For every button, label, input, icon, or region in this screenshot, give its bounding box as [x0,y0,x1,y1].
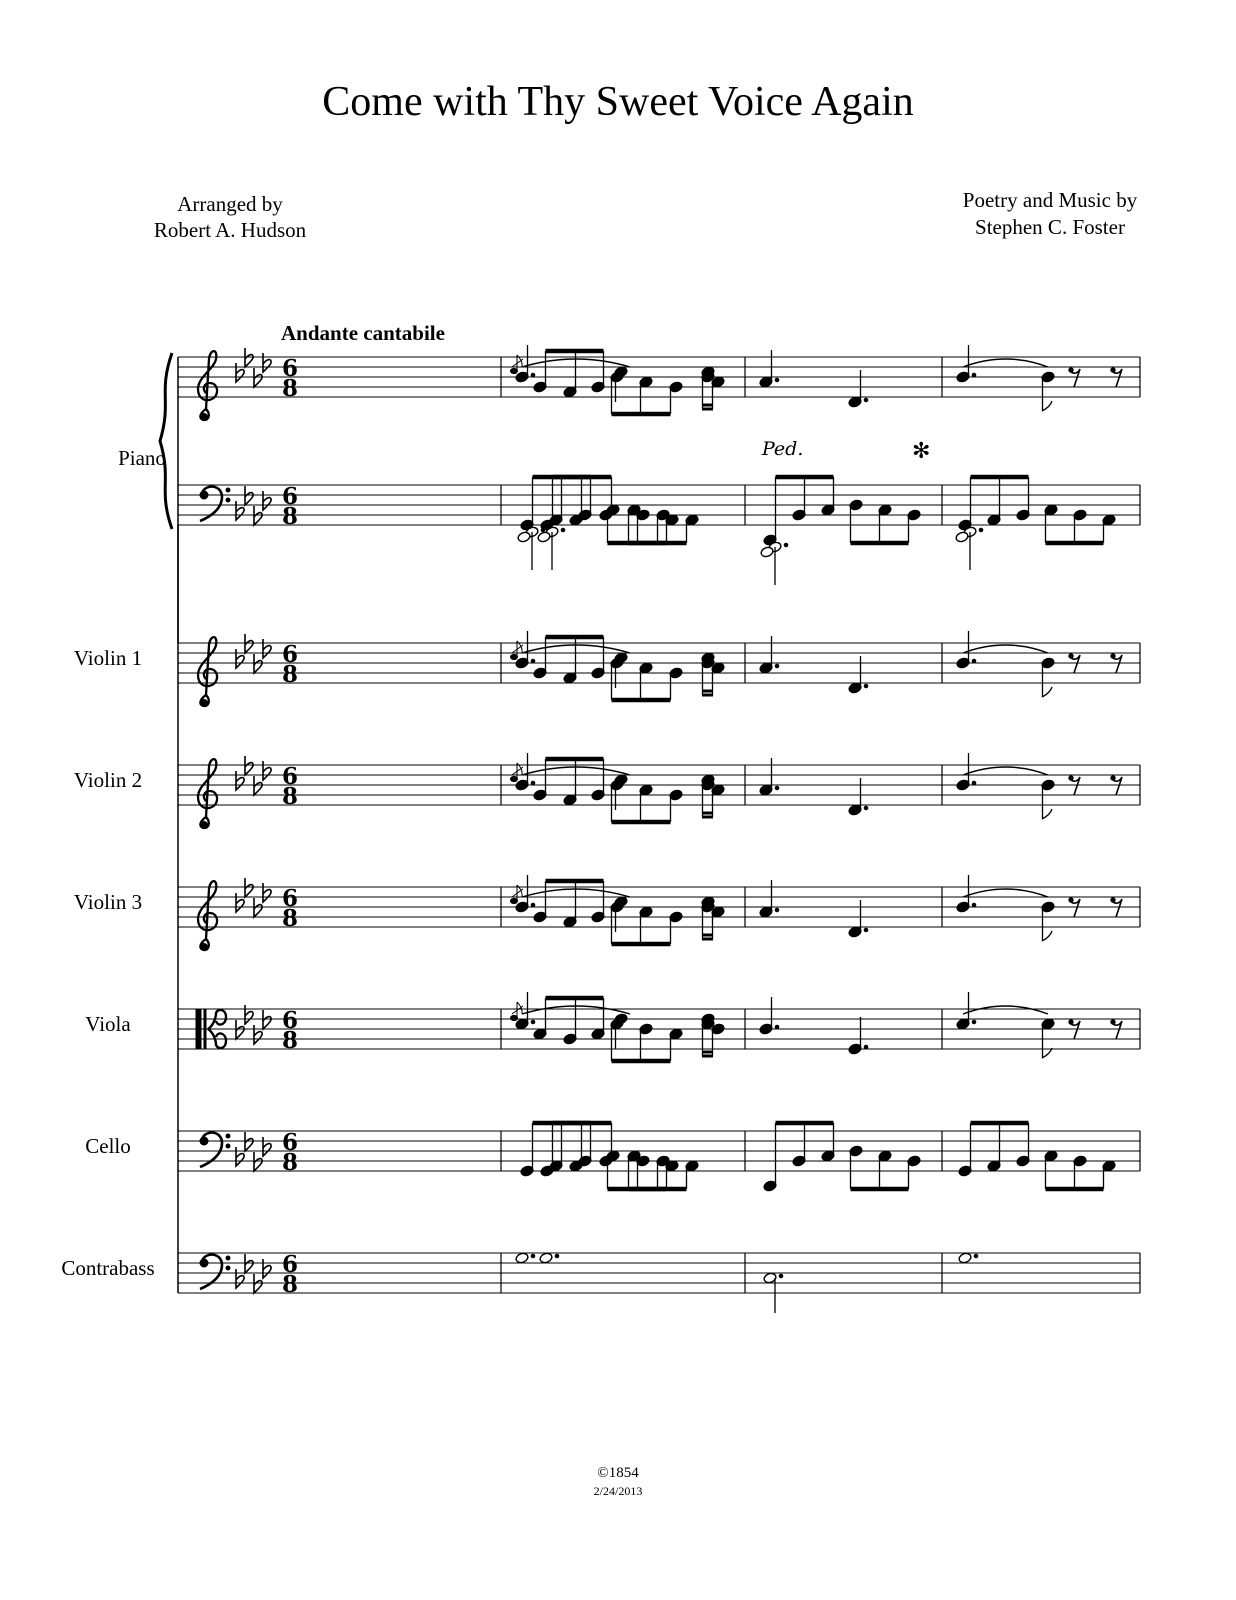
rest-dot [1111,1020,1115,1024]
note-dot [974,1254,978,1258]
time-sig-bottom: 8 [281,1027,299,1054]
note-dot [531,903,535,907]
note-dot [561,528,565,532]
time-sig-bottom: 8 [281,1149,299,1176]
time-sig-top: 6 [281,1007,299,1034]
clef-dot [201,414,208,421]
tie [963,889,1048,897]
note-dot [864,806,868,810]
grace-note [511,368,518,373]
note-dot [979,528,983,532]
arranger-name: Robert A. Hudson [153,218,307,242]
instrument-label: Violin 1 [73,646,143,670]
note-dot [972,903,976,907]
note-dot [864,684,868,688]
instrument-label: Cello [85,1134,131,1158]
clef-stroke [198,881,217,950]
note-flag [1042,809,1052,819]
grace-note [511,654,518,659]
note-dot [864,398,868,402]
clef-dot [200,1137,208,1145]
print-date: 2/24/2013 [593,1484,643,1498]
flat-sign [263,639,271,658]
note-dot [972,659,976,663]
clef-stroke [198,759,217,828]
clef-dot [226,1134,230,1138]
rest-dot [1111,368,1115,372]
flat-sign [263,761,271,780]
clef-dot [200,491,208,499]
rest-dot [1069,654,1073,658]
note-dot [864,928,868,932]
rest-dot [1069,898,1073,902]
time-sig-bottom: 8 [281,503,299,530]
note-head [958,1252,972,1264]
bass-clef [200,1133,230,1167]
note-dot [531,781,535,785]
note-dot [972,373,976,377]
clef-stroke [198,351,217,420]
rest-dot [1069,776,1073,780]
rest-dot [1111,776,1115,780]
composer-name: Stephen C. Foster [975,215,1125,239]
note-dot [775,786,779,790]
note-dot [775,664,779,668]
arranger-label: Arranged by [177,192,283,216]
instrument-label: Violin 2 [73,768,143,792]
clef-dot [226,498,230,502]
time-sig-top: 6 [281,763,299,790]
composer-label: Poetry and Music by [962,188,1138,212]
treble-clef [198,351,217,420]
note-dot [784,543,788,547]
flat-sign [263,1259,271,1278]
pedal-down: Ped. [762,438,804,460]
flat-sign [245,1005,253,1024]
note-flag [1042,401,1052,411]
note-dot [531,1254,535,1258]
tie [963,645,1048,653]
piano-brace [160,353,172,529]
flat-sign [236,1147,244,1166]
time-sig-top: 6 [281,1129,299,1156]
flat-sign [236,771,244,790]
rest-dot [1111,898,1115,902]
flat-sign [236,501,244,520]
instrument-label: Viola [85,1012,131,1036]
tie [963,359,1048,367]
note-flag [1042,687,1052,697]
note-dot [972,781,976,785]
note-flag [1042,931,1052,941]
tempo-marking: Andante cantabile [281,321,445,345]
score-title: Come with Thy Sweet Voice Again [322,79,914,125]
clef-dot [201,700,208,707]
clef-dot [201,944,208,951]
flat-sign [254,1025,262,1044]
tie [963,767,1048,775]
clef-dot [226,1256,230,1260]
clef-dot [201,822,208,829]
note-head [539,1252,553,1264]
bass-clef [200,487,230,521]
flat-sign [236,363,244,382]
note-head [515,1252,529,1264]
flat-sign [263,1137,271,1156]
treble-clef [198,759,217,828]
clef-dot [226,1144,230,1148]
note-dot [531,1020,535,1024]
flat-sign [263,491,271,510]
pedal-release: ✻ [912,439,931,464]
note-dot [531,659,535,663]
clef-bar [196,1009,201,1049]
note-dot [779,1274,783,1278]
time-sig-bottom: 8 [281,1271,299,1298]
flat-sign [236,893,244,912]
note-dot [775,908,779,912]
flat-sign [263,353,271,372]
rest-dot [1069,1020,1073,1024]
note-dot [531,373,535,377]
time-sig-top: 6 [281,641,299,668]
instrument-label: Piano [118,446,166,470]
time-sig-top: 6 [281,885,299,912]
time-sig-bottom: 8 [281,783,299,810]
time-sig-top: 6 [281,483,299,510]
grace-note [511,776,518,781]
time-sig-top: 6 [281,1251,299,1278]
note-dot [555,1254,559,1258]
clef-dot [200,1259,208,1267]
treble-clef [198,637,217,706]
copyright-notice: ©1854 [597,1465,639,1481]
flat-sign [236,1269,244,1288]
note-dot [972,1020,976,1024]
rest-dot [1069,368,1073,372]
grace-note [511,1015,518,1020]
clef-bar [204,1009,206,1049]
flat-sign [236,649,244,668]
instrument-label: Violin 3 [73,890,143,914]
note-dot [775,378,779,382]
clef-dot [226,488,230,492]
time-sig-bottom: 8 [281,661,299,688]
note-dot [864,1045,868,1049]
rest-dot [1111,654,1115,658]
time-sig-bottom: 8 [281,375,299,402]
bass-clef [200,1255,230,1289]
note-dot [775,1025,779,1029]
time-sig-bottom: 8 [281,905,299,932]
clef-dot [226,1266,230,1270]
clef-stroke [198,637,217,706]
tie [963,1006,1048,1014]
instrument-label: Contrabass [61,1256,155,1280]
flat-sign [263,883,271,902]
treble-clef [198,881,217,950]
grace-note [511,898,518,903]
time-sig-top: 6 [281,355,299,382]
